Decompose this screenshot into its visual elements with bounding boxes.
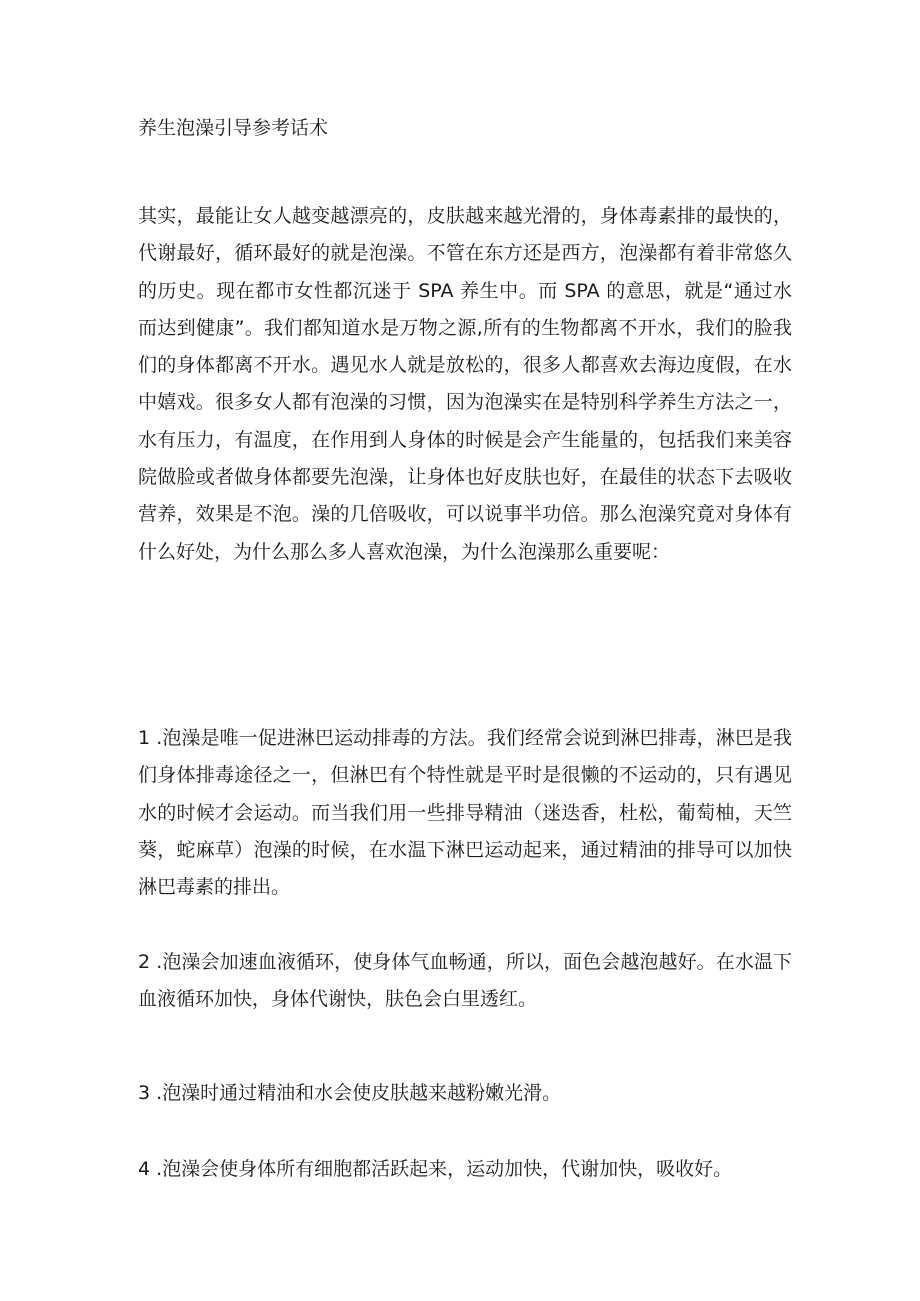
list-item: 3 .泡澡时通过精油和水会使皮肤越来越粉嫩光滑。 <box>138 1082 562 1104</box>
list-item: 4 .泡澡会使身体所有细胞都活跃起来，运动加快，代谢加快，吸收好。 <box>138 1158 733 1180</box>
intro-paragraph: 其实，最能让女人越变越漂亮的，皮肤越来越光滑的，身体毒素排的最快的，代谢最好，循环最好的就是泡澡。不管在东方还是西方，泡澡都有着非常悠久的历史。现在都市女性都沉迷于 SPA 养生中。而 SPA 的意思，就是“通过水而达到健康”。我们都知道水是万物之源,所有的生物都离不开水，我们的脸我们的身体都离不开水。遇见水人就是放松的，很多人都喜欢去海边度假，在水中嬉戏。很多女人都有泡澡的习惯，因为泡澡实在是特别科学养生方法之一，水有压力，有温度，在作用到人身体的时候是会产生能量的，包括我们来美容院做脸或者做身体都要先泡澡，让身体也好皮肤也好，在最佳的状态下去吸收营养，效果是不泡。澡的几倍吸收，可以说事半功倍。那么泡澡究竟对身体有什么好处，为什么那么多人喜欢泡澡，为什么泡澡那么重要呢： <box>138 205 792 563</box>
list-item: 2 .泡澡会加速血液循环，使身体气血畅通，所以，面色会越泡越好。在水温下血液循环加快，身体代谢快，肤色会白里透红。 <box>138 951 792 1011</box>
document-title: 养生泡澡引导参考话术 <box>138 117 329 139</box>
list-item: 1 .泡澡是唯一促进淋巴运动排毒的方法。我们经常会说到淋巴排毒，淋巴是我们身体排毒途径之一，但淋巴有个特性就是平时是很懒的不运动的，只有遇见水的时候才会运动。而当我们用一些排导精油（迷迭香，杜松，葡萄柚，天竺葵，蛇麻草）泡澡的时候，在水温下淋巴运动起来，通过精油的排导可以加快淋巴毒素的排出。 <box>138 727 792 899</box>
